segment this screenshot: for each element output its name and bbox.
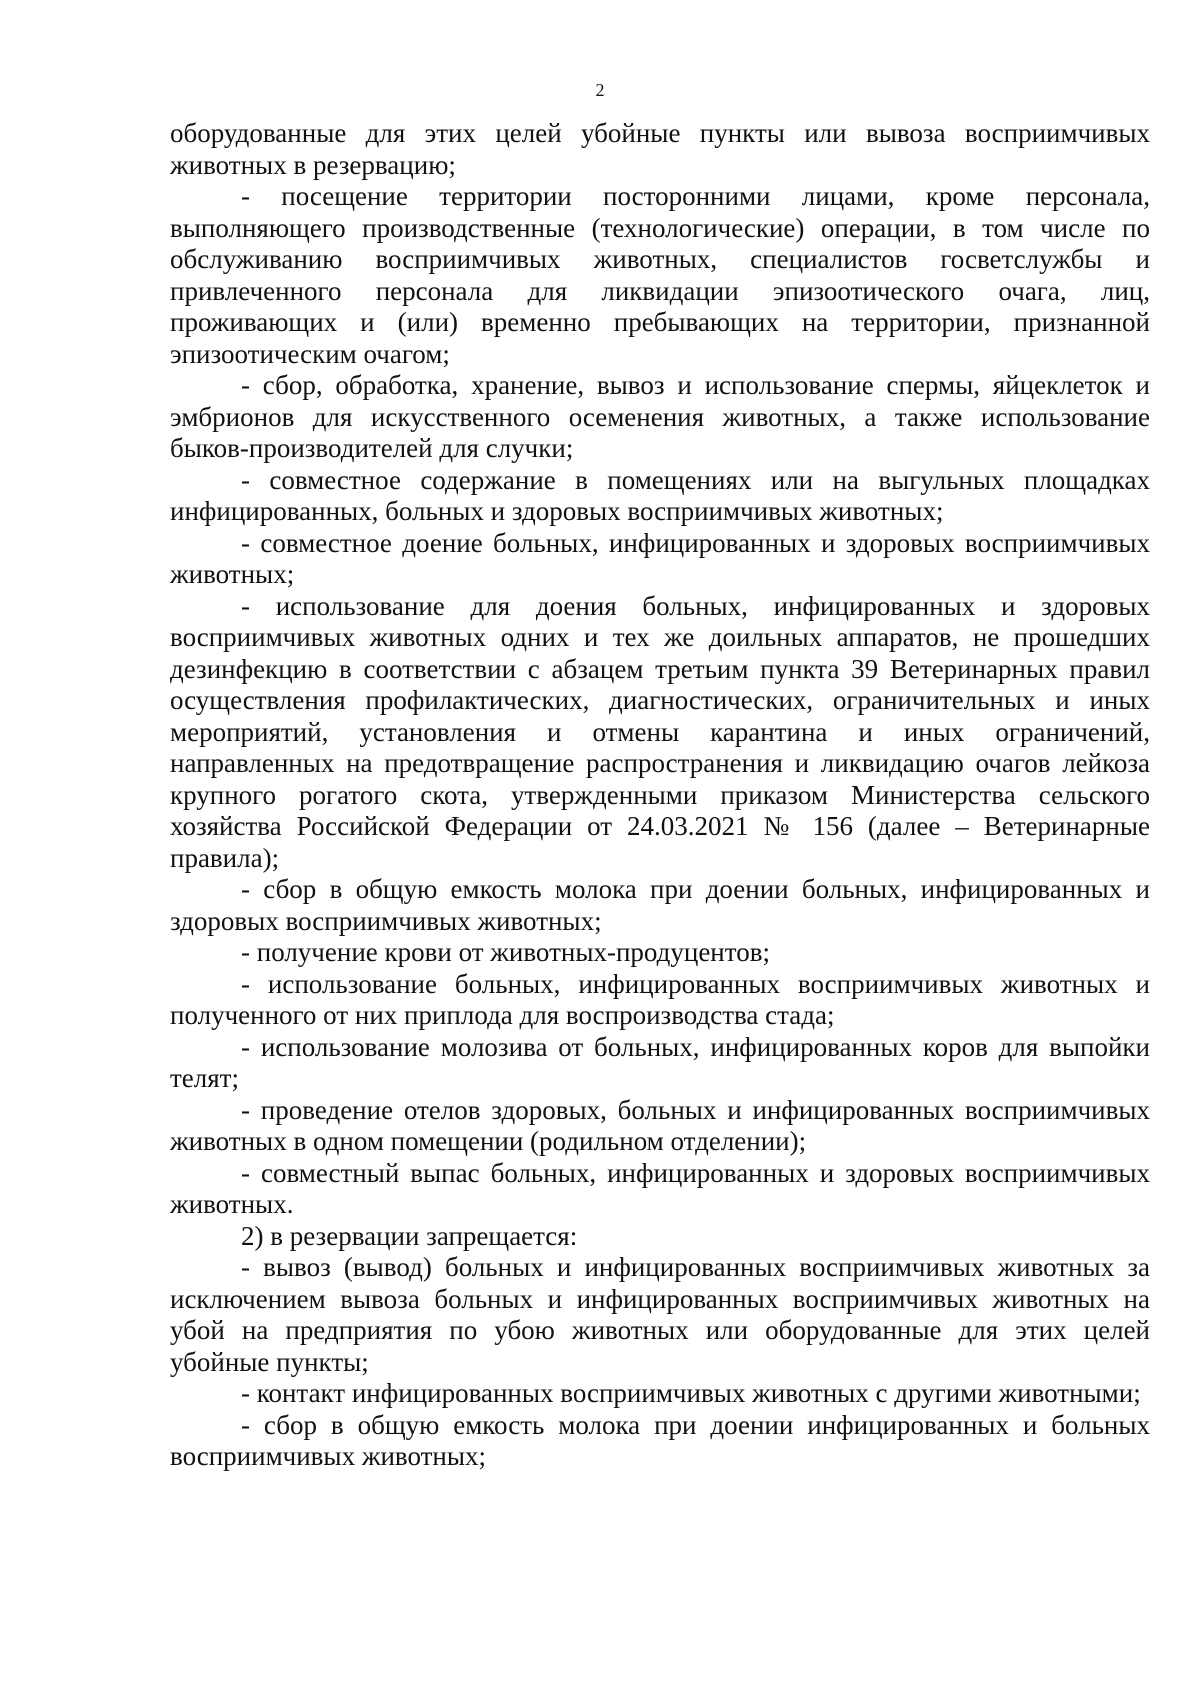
paragraph-reservation-milk: - сбор в общую емкость молока при доении инфицированных и больных восприимчивых животных; xyxy=(170,1409,1150,1471)
paragraph-reservation-heading: 2) в резервации запрещается: xyxy=(241,1220,578,1251)
document-body xyxy=(170,118,1150,1473)
paragraph-sperm-collection: - сбор, обработка, хранение, вывоз и использование спермы, яйцеклеток и эмбрионов для искусственного осеменения животных, а также использование быков-производителей для случки; xyxy=(170,370,1150,463)
page-number: 2 xyxy=(595,80,605,100)
paragraph-continuation: оборудованные для этих целей убойные пункты или вывоза восприимчивых животных в резервацию; xyxy=(170,118,1150,180)
paragraph-breeding-use: - использование больных, инфицированных восприимчивых животных и полученного от них приплода для воспроизводства стада; xyxy=(170,968,1150,1030)
paragraph-reservation-export: - вывоз (вывод) больных и инфицированных восприимчивых животных за исключением вывоза больных и инфицированных восприимчивых животных на убой на предприятия по убою животных или оборудованные для этих целей убойные пункты; xyxy=(170,1252,1150,1377)
paragraph-joint-grazing: - совместный выпас больных, инфицированных и здоровых восприимчивых животных. xyxy=(170,1157,1150,1219)
paragraph-colostrum-use: - использование молозива от больных, инфицированных коров для выпойки телят; xyxy=(170,1031,1150,1093)
paragraph-visit-prohibition: - посещение территории посторонними лицами, кроме персонала, выполняющего производственные (технологические) операции, в том числе по обслуживанию восприимчивых животных, специалистов госветслужбы и привлеченного персонала для ликвидации эпизоотического очага, лиц, проживающих и (или) временно пребывающих на территории, признанной эпизоотическим очагом; xyxy=(170,181,1150,369)
paragraph-milk-collection: - сбор в общую емкость молока при доении больных, инфицированных и здоровых восприимчивых животных; xyxy=(170,874,1150,936)
paragraph-milking-equipment: - использование для доения больных, инфицированных и здоровых восприимчивых животных одних и тех же доильных аппаратов, не прошедших дезинфекцию в соответствии с абзацем третьим пункта 39 Ветеринарных правил осуществления профилактических, диагностических, ограничительных и иных мероприятий, установления и отмены карантина и иных ограничений, направленных на предотвращение распространения и ликвидацию очагов лейкоза крупного рогатого скота, утвержденными приказом Министерства сельского хозяйства Российской Федерации от 24.03.2021 № 156 (далее – Ветеринарные правила); xyxy=(170,590,1150,873)
paragraph-joint-keeping: - совместное содержание в помещениях или на выгульных площадках инфицированных, больных и здоровых восприимчивых животных; xyxy=(170,464,1150,526)
paragraph-reservation-contact: - контакт инфицированных восприимчивых животных с другими животными; xyxy=(241,1378,1141,1408)
paragraph-blood-collection: - получение крови от животных-продуцентов; xyxy=(241,937,770,967)
paragraph-joint-milking: - совместное доение больных, инфицированных и здоровых восприимчивых животных; xyxy=(170,527,1150,589)
paragraph-calving: - проведение отелов здоровых, больных и инфицированных восприимчивых животных в одном помещении (родильном отделении); xyxy=(170,1094,1150,1156)
